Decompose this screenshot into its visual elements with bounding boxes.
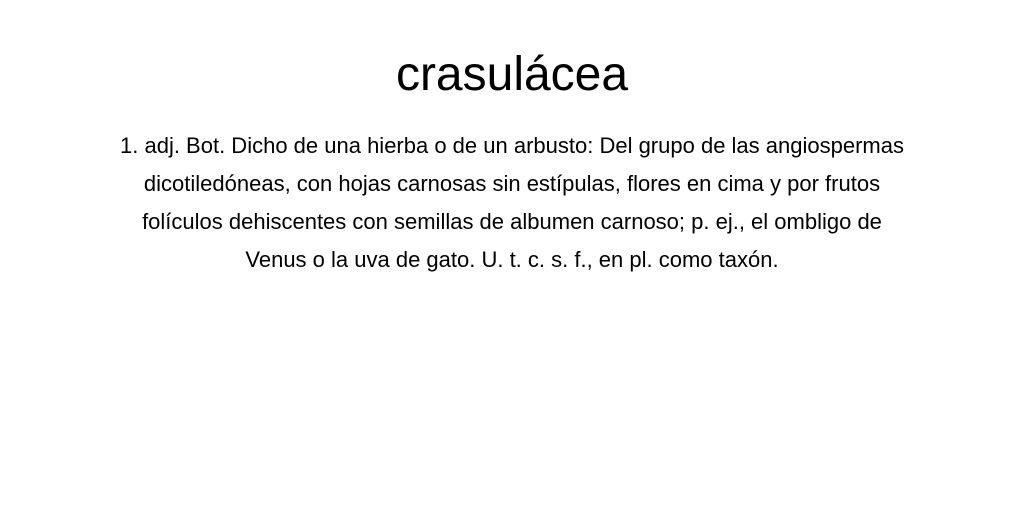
definition-line-3: folículos dehiscentes con semillas de albumen carnoso; p. ej., el ombligo de (142, 209, 882, 234)
definition-line-2: dicotiledóneas, con hojas carnosas sin estípulas, flores en cima y por frutos (143, 171, 881, 196)
definition (52, 127, 972, 279)
headword: crasulácea (395, 48, 629, 101)
definition-line-4: Venus o la uva de gato. U. t. c. s. f., en pl. como taxón. (245, 247, 779, 272)
definition-line-1: 1. adj. Bot. Dicho de una hierba o de un arbusto: Del grupo de las angiospermas (120, 133, 904, 158)
